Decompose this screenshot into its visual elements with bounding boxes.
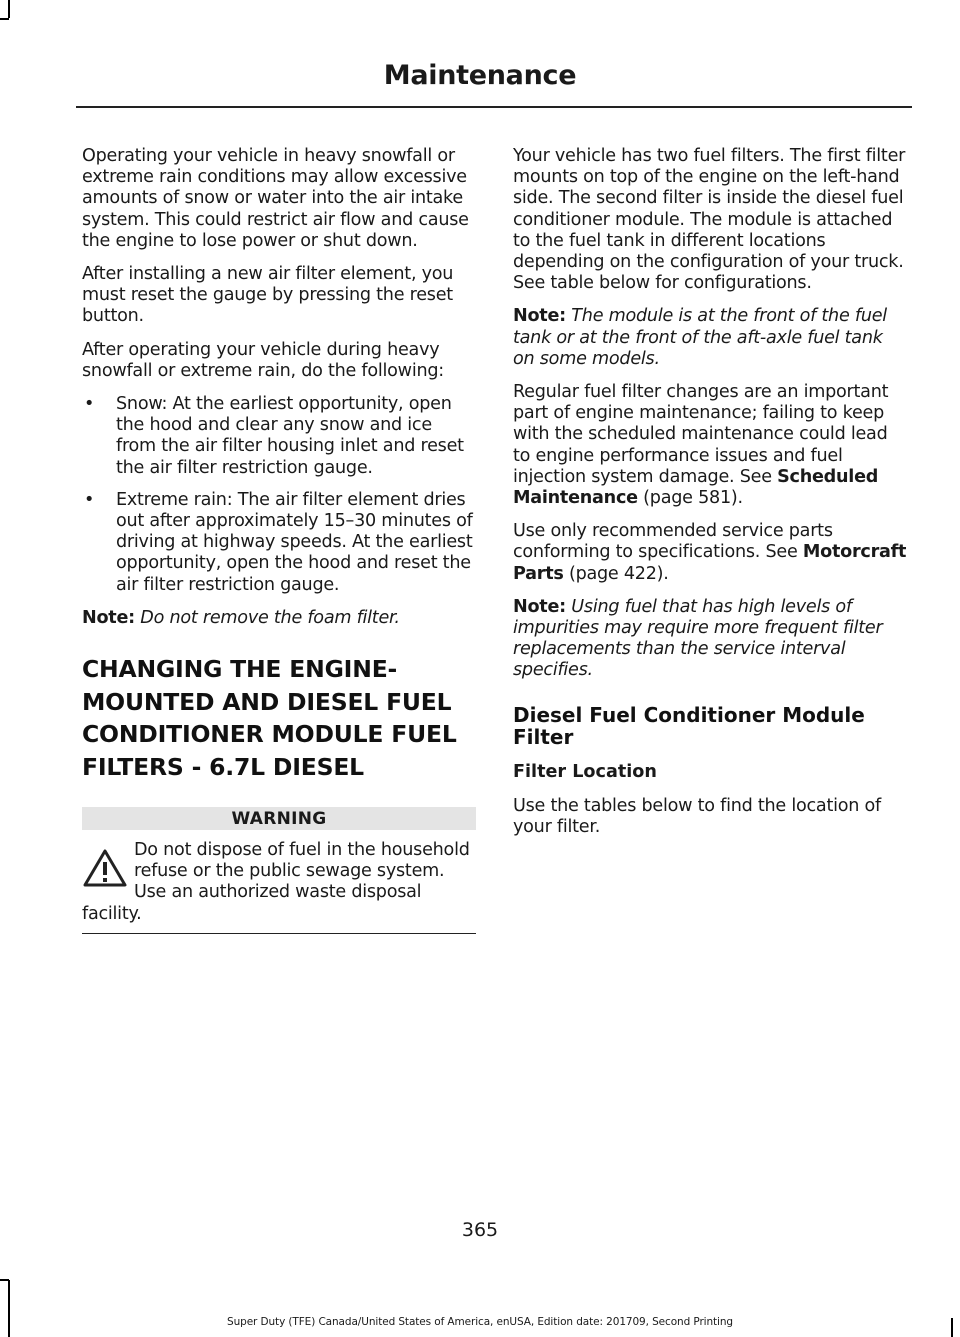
paragraph <box>513 382 908 509</box>
bullet-list <box>82 394 476 596</box>
subsubsection-heading: Filter Location <box>513 761 657 782</box>
note <box>513 306 908 370</box>
paragraph: Operating your vehicle in heavy snowfall or extreme rain conditions may allow excessive amounts of snow or water into the air intake system. This could restrict air flow and cause the engine to lose power or shut down. <box>82 146 469 251</box>
crop-mark <box>0 18 9 20</box>
page-header-title: Maintenance <box>383 60 577 91</box>
warning-box <box>82 807 476 934</box>
list-item-text: Extreme rain: The air filter element dries out after approximately 15–30 minutes of driving at highway speeds. At the earliest opportunity, open the hood and reset the air filter restriction gauge. <box>116 489 473 595</box>
section-heading: CHANGING THE ENGINE-MOUNTED AND DIESEL FUEL CONDITIONER MODULE FUEL FILTERS - 6.7L DIESEL <box>82 655 457 781</box>
paragraph: Use the tables below to find the location of your filter. <box>513 795 881 837</box>
note-label: Note: <box>513 306 566 327</box>
note <box>82 608 476 629</box>
list-item <box>82 394 476 479</box>
list-item <box>82 490 476 596</box>
note-text: The module is at the front of the fuel tank or at the front of the aft-axle fuel tank on some models. <box>513 306 887 369</box>
note-text: Using fuel that has high levels of impurities may require more frequent filter replacements than the service interval specifies. <box>513 596 883 681</box>
paragraph-text: Use only recommended service parts conforming to specifications. See <box>513 521 833 563</box>
page-reference: (page 422). <box>568 563 669 584</box>
warning-heading: WARNING <box>82 807 476 830</box>
warning-triangle-icon <box>82 848 128 888</box>
subsection-heading: Diesel Fuel Conditioner Module Filter <box>513 702 865 749</box>
crop-mark <box>8 0 10 18</box>
warning-body <box>82 830 476 933</box>
footer-text: Super Duty (TFE) Canada/United States of America, enUSA, Edition date: 201709, Second Printing <box>227 1316 733 1328</box>
warning-divider <box>82 933 476 935</box>
crop-mark <box>0 1279 9 1281</box>
paragraph: After operating your vehicle during heavy snowfall or extreme rain, do the following: <box>82 339 444 381</box>
paragraph-text: Regular fuel filter changes are an important part of engine maintenance; failing to keep with the scheduled maintenance could lead to engine performance issues and fuel injection system damage. See <box>513 382 889 487</box>
list-item-text: Snow: At the earliest opportunity, open the hood and clear any snow and ice from the air filter housing inlet and reset the air filter restriction gauge. <box>116 394 464 478</box>
header-divider <box>76 106 912 108</box>
crop-mark <box>8 1280 10 1337</box>
paragraph: Your vehicle has two fuel filters. The first filter mounts on top of the engine on the left-hand side. The second filter is inside the diesel fuel conditioner module. The module is attached to the fuel tank in different locations depending on the configuration of your truck. See table below for configurations. <box>513 146 906 294</box>
cross-reference-link[interactable]: Scheduled Maintenance <box>513 466 879 509</box>
warning-text: Do not dispose of fuel in the household refuse or the public sewage system. Use an authorized waste disposal facility. <box>82 840 470 924</box>
bullet-marker: • <box>84 489 95 510</box>
note-label: Note: <box>513 596 566 617</box>
note-label: Note: <box>82 607 135 628</box>
note <box>513 597 908 682</box>
page-number: 365 <box>461 1219 499 1241</box>
cross-reference-link[interactable]: Motorcraft Parts <box>513 542 907 584</box>
paragraph <box>513 521 908 585</box>
right-column <box>513 146 908 850</box>
note-text: Do not remove the foam filter. <box>140 607 400 628</box>
left-column <box>82 146 476 934</box>
bullet-marker: • <box>84 394 95 415</box>
page-reference: (page 581). <box>643 488 743 509</box>
paragraph: After installing a new air filter element, you must reset the gauge by pressing the reset button. <box>82 264 454 327</box>
